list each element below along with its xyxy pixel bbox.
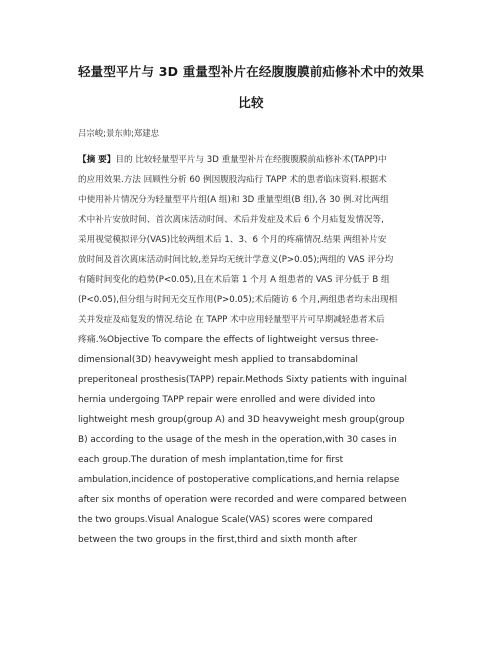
abstract-line-1 — [78, 154, 387, 166]
abstract-first-line-text: 目的 比较轻量型平片与 3D 重量型补片在经腹腹膜前疝修补术(TAPP)中 — [115, 155, 387, 165]
author-list: 吕宗峻;景东帅;郑建忠 — [78, 128, 160, 138]
abstract-line: 的应用效果.方法 回顾性分析 60 例因腹股沟疝行 TAPP 术的患者临床资料.根据术 — [78, 175, 387, 185]
abstract-line: dimensional(3D) heavyweight mesh applied to transabdominal — [78, 355, 358, 365]
abstract-line: lightweight mesh group(group A) and 3D heavyweight mesh group(group — [78, 415, 405, 425]
abstract-line: hernia undergoing TAPP repair were enrolled and were divided into — [78, 395, 376, 405]
abstract-line: between the two groups in the first,third and sixth month after — [78, 535, 358, 545]
abstract-line: 采用视觉模拟评分(VAS)比较两组术后 1、3、6 个月的疼痛情况.结果 两组补片安 — [78, 235, 387, 245]
paper-title-line-2: 比较 — [238, 95, 264, 110]
abstract-line: the two groups.Visual Analogue Scale(VAS) scores were compared — [78, 515, 373, 525]
abstract-line: 有随时间变化的趋势(P<0.05),且在术后第 1 个月 A 组患者的 VAS 评分低于 B 组 — [78, 275, 390, 285]
abstract-line: each group.The duration of mesh implantation,time for first — [78, 455, 344, 465]
abstract-line: (P<0.05),但分组与时间无交互作用(P>0.05);术后随访 6 个月,两组患者均未出现相 — [78, 295, 398, 305]
abstract-line: 关并发症及疝复发的情况.结论 在 TAPP 术中应用轻量型平片可早期减轻患者术后 — [78, 315, 385, 325]
abstract-label: 【摘 要】 — [78, 155, 116, 165]
abstract-line: after six months of operation were recorded and were compared between — [78, 495, 407, 505]
abstract-line: 术中补片安放时间、首次离床活动时间、术后并发症及术后 6 个月疝复发情况等, — [78, 215, 384, 225]
abstract-line: preperitoneal prosthesis(TAPP) repair.Methods Sixty patients with inguinal — [78, 375, 407, 385]
abstract-line: ambulation,incidence of postoperative complications,and hernia relapse — [78, 475, 400, 485]
paper-title-line-1: 轻量型平片与 3D 重量型补片在经腹腹膜前疝修补术中的效果 — [77, 64, 425, 79]
abstract-line: 中使用补片情况分为轻量型平片组(A 组)和 3D 重量型组(B 组),各 30 例.对比两组 — [78, 195, 389, 205]
abstract-line: 放时间及首次离床活动时间比较,差异均无统计学意义(P>0.05);两组的 VAS 评分均 — [78, 255, 394, 265]
abstract-line: B) according to the usage of the mesh in the operation,with 30 cases in — [78, 435, 397, 445]
abstract-line: 疼痛.%Objective To compare the effects of lightweight versus three- — [78, 335, 379, 345]
